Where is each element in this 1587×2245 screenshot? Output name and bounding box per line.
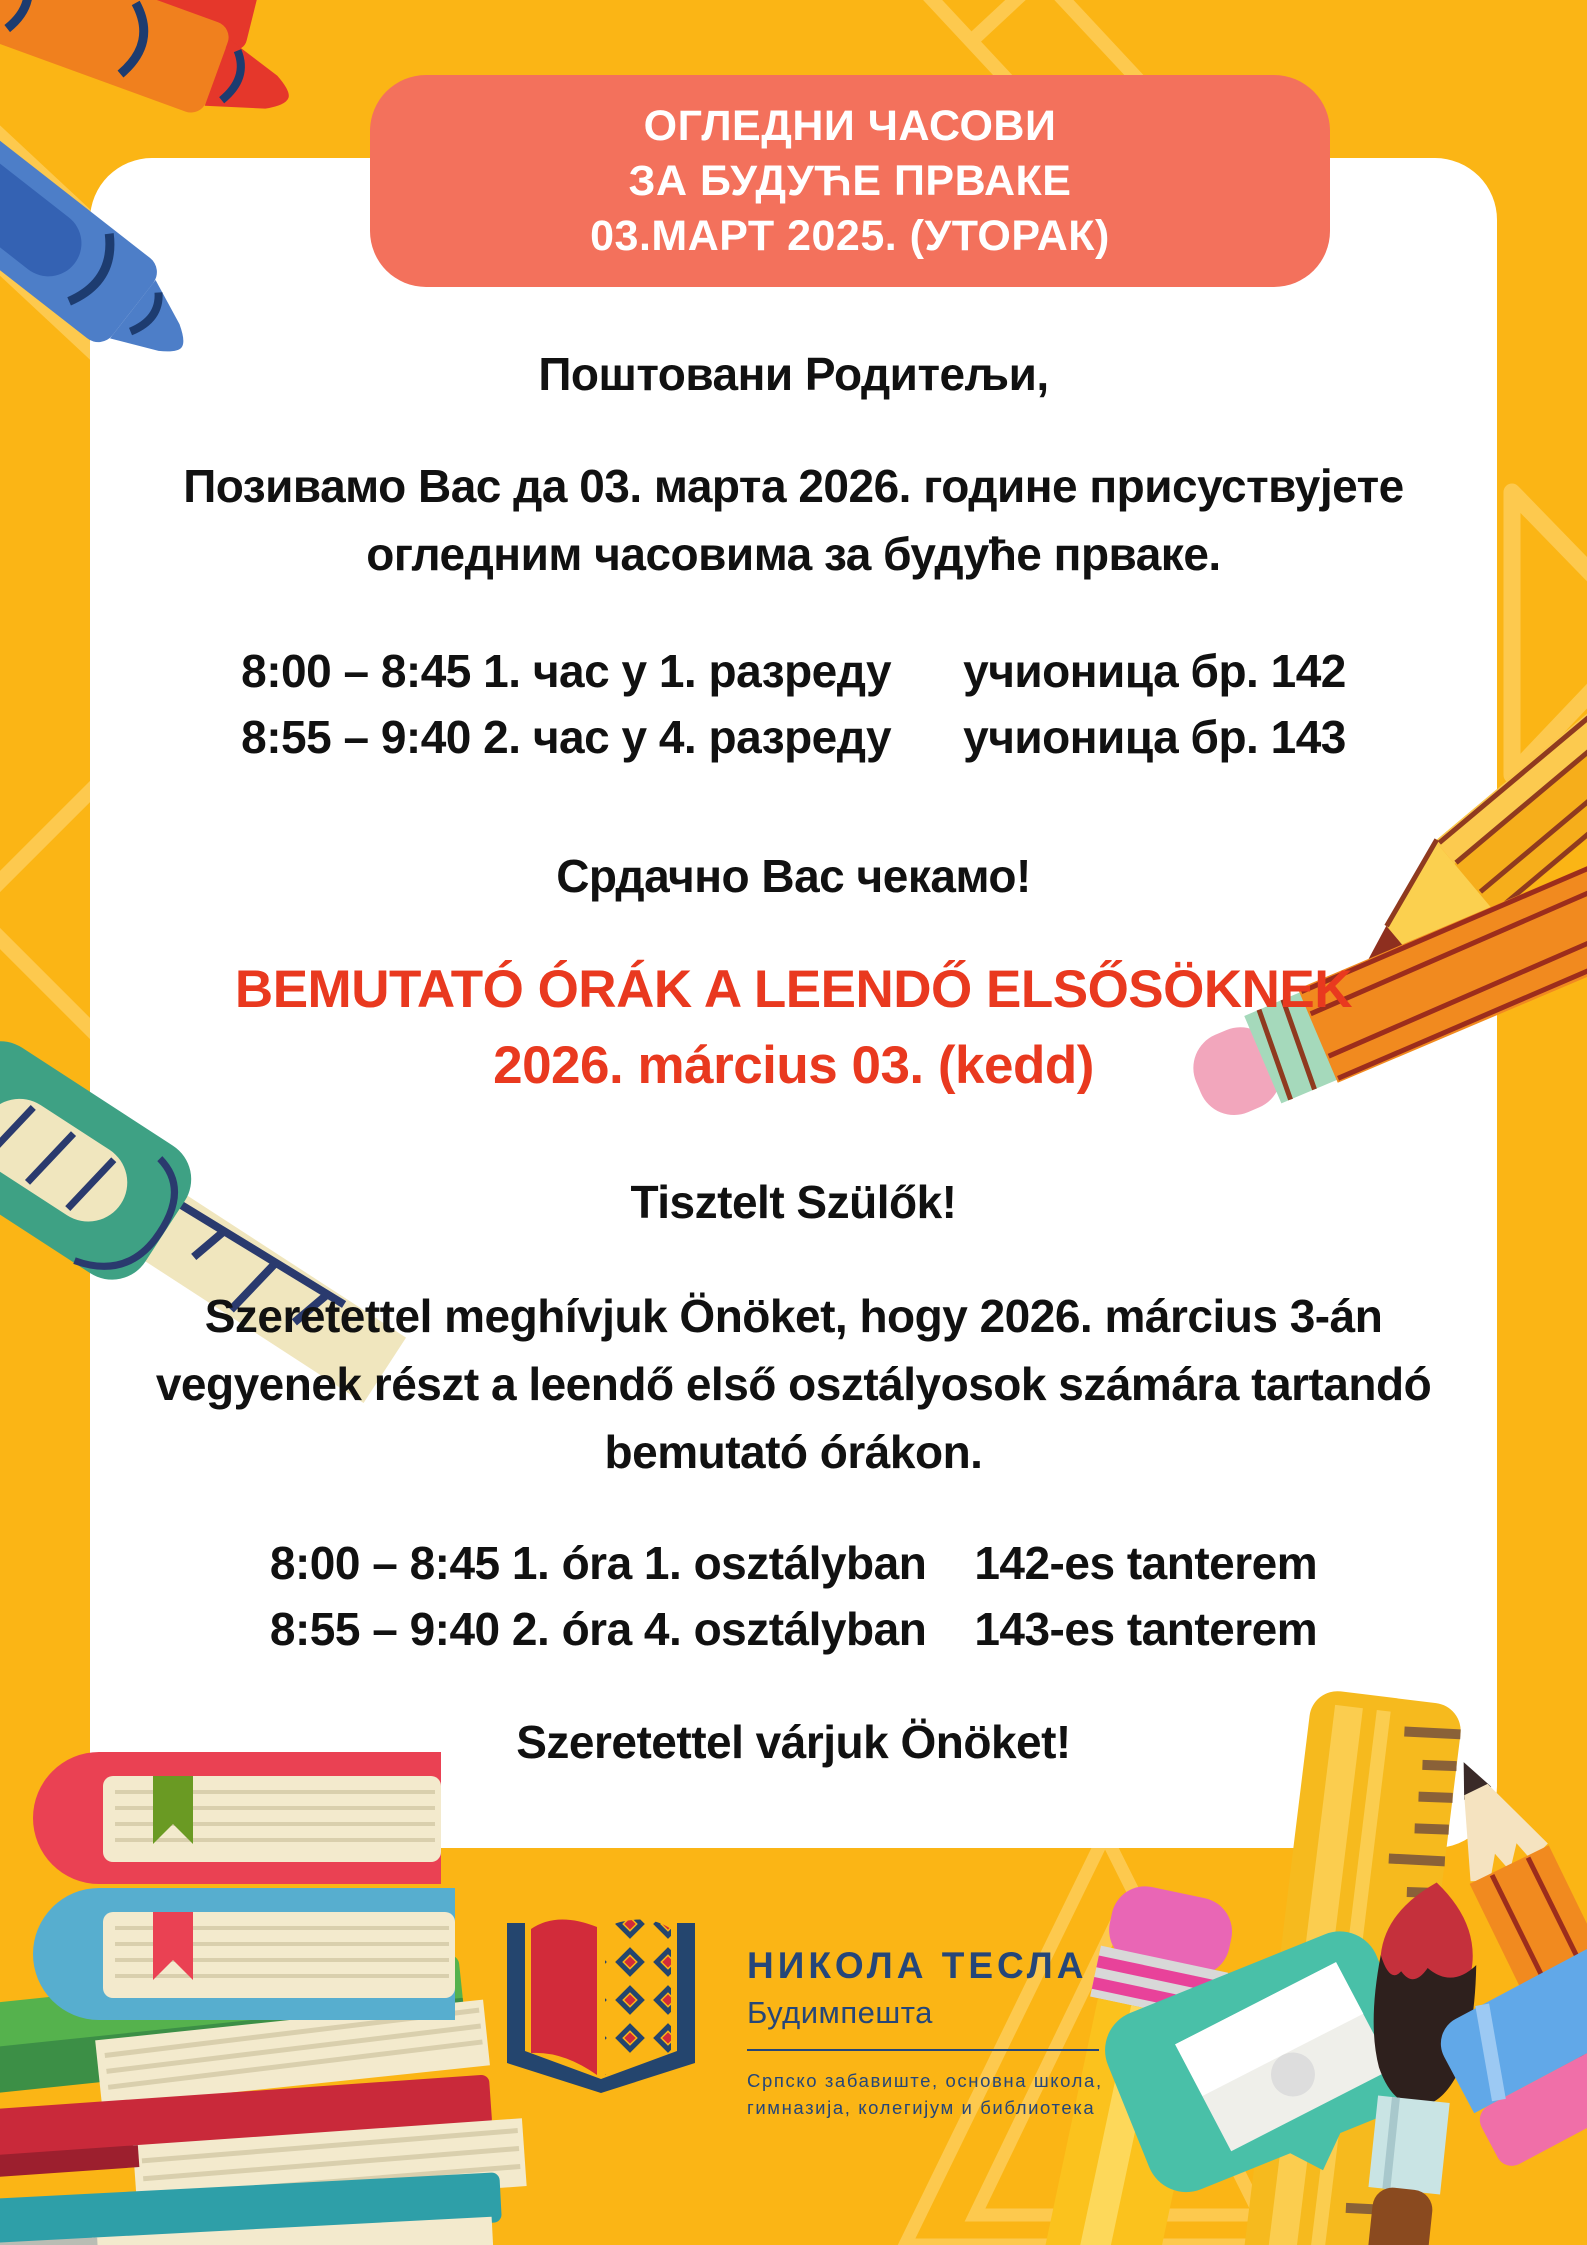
orange-pencil-illustration bbox=[1195, 1020, 1587, 1320]
serbian-invitation-line2: огледним часовима за будуће прваке. bbox=[366, 528, 1221, 580]
hungarian-title-line2: 2026. március 03. (kedd) bbox=[493, 1036, 1094, 1095]
schedule-row-left: 8:00 – 8:45 1. час у 1. разреду bbox=[241, 645, 892, 697]
hungarian-invitation-line2: vegyenek részt a leendő első osztályosok számára tartandó bbox=[155, 1358, 1432, 1410]
logo-school-name: НИКОЛА ТЕСЛА bbox=[747, 1945, 1088, 1986]
hungarian-invitation-line3: bemutató órákon. bbox=[604, 1426, 983, 1478]
hungarian-salutation: Tisztelt Szülők! bbox=[630, 1176, 957, 1228]
serbian-invitation-line1: Позивамо Вас да 03. марта 2026. године присуствујете bbox=[183, 460, 1404, 512]
serbian-salutation: Поштовани Родитељи, bbox=[538, 348, 1049, 400]
schedule-row-room: 142-es tanterem bbox=[974, 1537, 1318, 1589]
logo-subtitle-line1: Српско забавиште, основна школа, bbox=[747, 2070, 1103, 2091]
school-supplies-illustration bbox=[1075, 1680, 1587, 2245]
schedule-row-left: 8:55 – 9:40 2. час у 4. разреду bbox=[241, 711, 892, 763]
title-line-3: 03.МАРТ 2025. (УТОРАК) bbox=[590, 211, 1110, 260]
hungarian-invitation-line1: Szeretettel meghívjuk Önöket, hogy 2026. március 3-án bbox=[204, 1290, 1383, 1342]
title-line-2: ЗА БУДУЋЕ ПРВАКЕ bbox=[628, 156, 1072, 205]
logo-divider bbox=[747, 2049, 1099, 2051]
logo-city: Будимпешта bbox=[747, 1995, 933, 2030]
serbian-closing: Срдачно Вас чекамо! bbox=[556, 850, 1031, 902]
orange-crayon bbox=[0, 0, 305, 143]
book-stack-illustration bbox=[0, 1730, 505, 2245]
cutter-knife-illustration bbox=[0, 1035, 380, 1395]
poster-title-banner bbox=[370, 75, 1330, 287]
logo-text bbox=[747, 1905, 1103, 2121]
title-line-1: ОГЛЕДНИ ЧАСОВИ bbox=[643, 101, 1057, 150]
schedule-row-left: 8:55 – 9:40 2. óra 4. osztályban bbox=[269, 1603, 927, 1655]
open-book-logo-icon bbox=[497, 1905, 705, 2100]
schedule-row-left: 8:00 – 8:45 1. óra 1. osztályban bbox=[269, 1537, 927, 1589]
schedule-row-room: учионица бр. 142 bbox=[963, 645, 1346, 697]
hungarian-closing: Szeretettel várjuk Önöket! bbox=[516, 1716, 1071, 1768]
hungarian-title-line1: BEMUTATÓ ÓRÁK A LEENDŐ ELSŐSÖKNEK bbox=[234, 960, 1353, 1019]
schedule-row-room: 143-es tanterem bbox=[974, 1603, 1318, 1655]
schedule-row-room: учионица бр. 143 bbox=[963, 711, 1346, 763]
logo-subtitle-line2: гимназија, колегијум и библиотека bbox=[747, 2097, 1096, 2118]
school-logo bbox=[497, 1905, 1103, 2121]
